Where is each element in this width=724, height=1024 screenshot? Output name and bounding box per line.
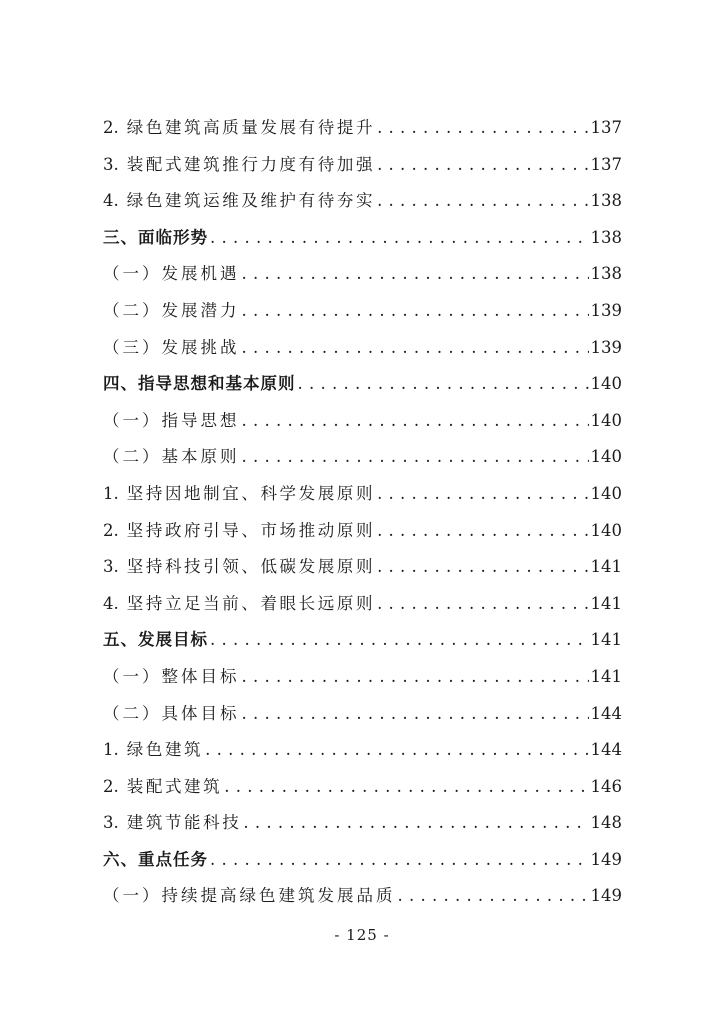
toc-entry-page: 139 (590, 300, 622, 320)
dot-leader (242, 696, 589, 733)
toc-entry-page: 138 (590, 191, 622, 211)
toc-entry-page: 141 (590, 630, 622, 650)
toc-entry-number: 4. (103, 593, 119, 613)
toc-entry (103, 220, 622, 257)
toc-entry (103, 732, 622, 769)
dot-leader (242, 439, 589, 476)
dot-leader (243, 805, 588, 842)
toc-entry-title: （一）持续提高绿色建筑发展品质 (103, 886, 396, 906)
dot-leader (242, 403, 589, 440)
toc-entry-title: 坚持科技引领、低碳发展原则 (126, 557, 376, 577)
toc-entry-page: 144 (590, 740, 622, 760)
toc-entry (103, 878, 622, 915)
toc-entry-page: 144 (590, 703, 622, 723)
dot-leader (224, 769, 588, 806)
dot-leader (377, 147, 588, 184)
toc-entry-page: 141 (590, 593, 622, 613)
dot-leader (377, 476, 588, 513)
dot-leader (205, 732, 588, 769)
toc-entry-title: （一）整体目标 (103, 666, 240, 686)
toc-entry-number: 2. (103, 776, 119, 796)
toc-entry-number: 1. (103, 740, 119, 760)
toc-entry-number: 1. (103, 483, 119, 503)
toc-entry-title: 绿色建筑 (126, 740, 204, 760)
toc-entry (103, 330, 622, 367)
toc-entry-page: 140 (590, 483, 622, 503)
toc-entry-title: （二）具体目标 (103, 703, 240, 723)
toc-entry (103, 513, 622, 550)
toc-entry-page: 141 (590, 666, 622, 686)
toc-entry (103, 293, 622, 330)
page-footer-number: - 125 - (334, 926, 390, 944)
toc-entry-number: 3. (103, 813, 119, 833)
toc-entry-title: 三、面临形势 (103, 227, 208, 247)
toc-entry (103, 696, 622, 733)
toc-entry-title: 四、指导思想和基本原则 (103, 374, 296, 394)
toc-entry-number: 2. (103, 520, 119, 540)
dot-leader (210, 622, 589, 659)
toc-entry (103, 842, 622, 879)
toc-entry-page: 139 (590, 337, 622, 357)
toc-entry-number: 4. (103, 191, 119, 211)
toc-entry (103, 769, 622, 806)
dot-leader (398, 878, 589, 915)
toc-entry-page: 137 (590, 118, 622, 137)
toc-entry (103, 622, 622, 659)
toc-entry-page: 149 (590, 886, 622, 906)
toc-entry-title: （一）发展机遇 (103, 264, 240, 284)
dot-leader (210, 220, 589, 257)
toc-entry (103, 183, 622, 220)
toc-entry-title: 建筑节能科技 (126, 813, 242, 833)
toc-entry-title: （一）指导思想 (103, 410, 240, 430)
toc-entry-page: 148 (590, 813, 622, 833)
toc-entry-number: 3. (103, 154, 119, 174)
toc-entry-page: 141 (590, 557, 622, 577)
dot-leader (210, 842, 589, 879)
toc-entry-number: 3. (103, 557, 119, 577)
toc-entry-page: 146 (590, 776, 622, 796)
dot-leader (242, 293, 589, 330)
dot-leader (377, 513, 588, 550)
toc-entry (103, 549, 622, 586)
toc-entry-page: 140 (590, 410, 622, 430)
toc-entry-page: 137 (590, 154, 622, 174)
dot-leader (242, 659, 589, 696)
dot-leader (298, 366, 589, 403)
toc-entry (103, 805, 622, 842)
toc-entry-title: （二）发展潜力 (103, 300, 240, 320)
toc-entry (103, 147, 622, 184)
dot-leader (377, 549, 588, 586)
toc-entry-title: （二）基本原则 (103, 447, 240, 467)
toc-entry-title: 五、发展目标 (103, 630, 208, 650)
dot-leader (242, 256, 589, 293)
dot-leader (242, 330, 589, 367)
toc-entry-page: 140 (590, 520, 622, 540)
toc-entry-page: 138 (590, 264, 622, 284)
dot-leader (377, 110, 588, 147)
toc-entry-title: （三）发展挑战 (103, 337, 240, 357)
dot-leader (377, 183, 588, 220)
toc-entry-page: 149 (590, 849, 622, 869)
toc-entry (103, 110, 622, 147)
toc-entry-page: 140 (590, 447, 622, 467)
table-of-contents (103, 110, 622, 915)
toc-entry (103, 366, 622, 403)
toc-entry-title: 坚持立足当前、着眼长远原则 (126, 593, 376, 613)
toc-entry (103, 439, 622, 476)
toc-entry-title: 六、重点任务 (103, 849, 208, 869)
toc-entry-title: 坚持政府引导、市场推动原则 (126, 520, 376, 540)
dot-leader (377, 586, 588, 623)
toc-entry-title: 坚持因地制宜、科学发展原则 (126, 483, 376, 503)
toc-entry (103, 659, 622, 696)
toc-entry-title: 装配式建筑推行力度有待加强 (126, 154, 376, 174)
toc-entry-page: 140 (590, 374, 622, 394)
toc-entry (103, 403, 622, 440)
toc-entry-page: 138 (590, 227, 622, 247)
toc-entry (103, 256, 622, 293)
toc-entry (103, 476, 622, 513)
toc-entry-title: 绿色建筑高质量发展有待提升 (126, 118, 376, 137)
toc-entry-title: 装配式建筑 (126, 776, 223, 796)
toc-entry (103, 586, 622, 623)
toc-entry-title: 绿色建筑运维及维护有待夯实 (126, 191, 376, 211)
toc-entry-number: 2. (103, 118, 119, 137)
